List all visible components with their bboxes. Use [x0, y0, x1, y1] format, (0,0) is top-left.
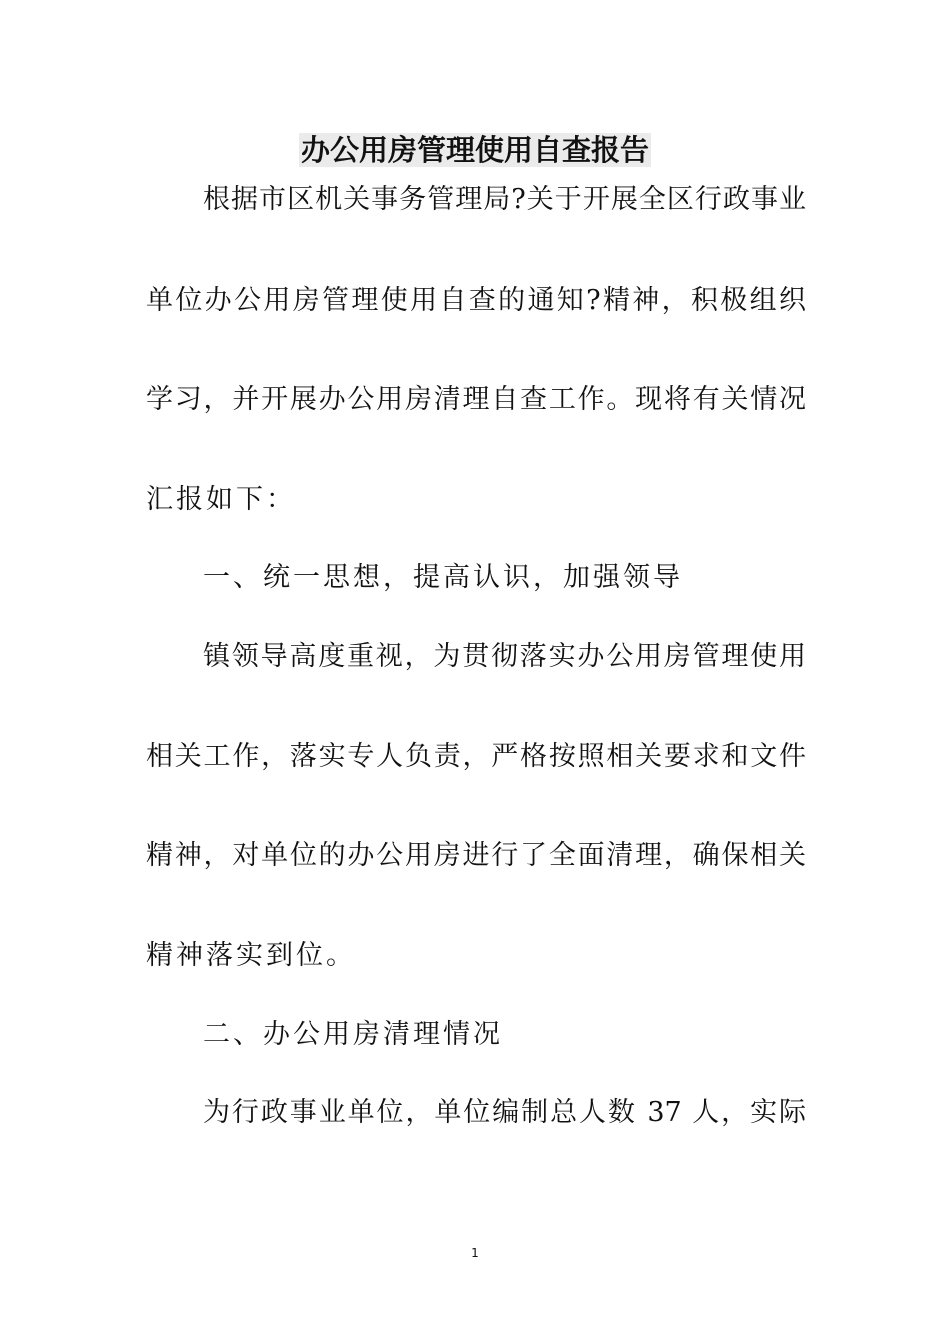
paragraph-line-3: 学习，并开展办公用房清理自查工作。现将有关情况: [146, 384, 806, 415]
paragraph-line-5: 镇领导高度重视，为贯彻落实办公用房管理使用: [203, 641, 806, 672]
paragraph-line-2: 单位办公用房管理使用自查的通知?精神，积极组织: [146, 285, 806, 316]
section-heading-1: 一、统一思想，提高认识，加强领导: [203, 562, 683, 593]
paragraph-line-8: 精神落实到位。: [146, 940, 356, 971]
document-title-text: 办公用房管理使用自查报告: [300, 133, 649, 167]
document-title: [0, 128, 950, 172]
page-number: 1: [471, 1246, 479, 1260]
paragraph-line-4: 汇报如下：: [146, 484, 296, 515]
paragraph-line-1: 根据市区机关事务管理局?关于开展全区行政事业: [203, 184, 806, 215]
paragraph-line-9: 为行政事业单位，单位编制总人数 37 人，实际: [203, 1097, 806, 1128]
paragraph-line-6: 相关工作，落实专人负责，严格按照相关要求和文件: [146, 741, 806, 772]
paragraph-line-7: 精神，对单位的办公用房进行了全面清理，确保相关: [146, 840, 806, 871]
section-heading-2: 二、办公用房清理情况: [203, 1019, 503, 1050]
